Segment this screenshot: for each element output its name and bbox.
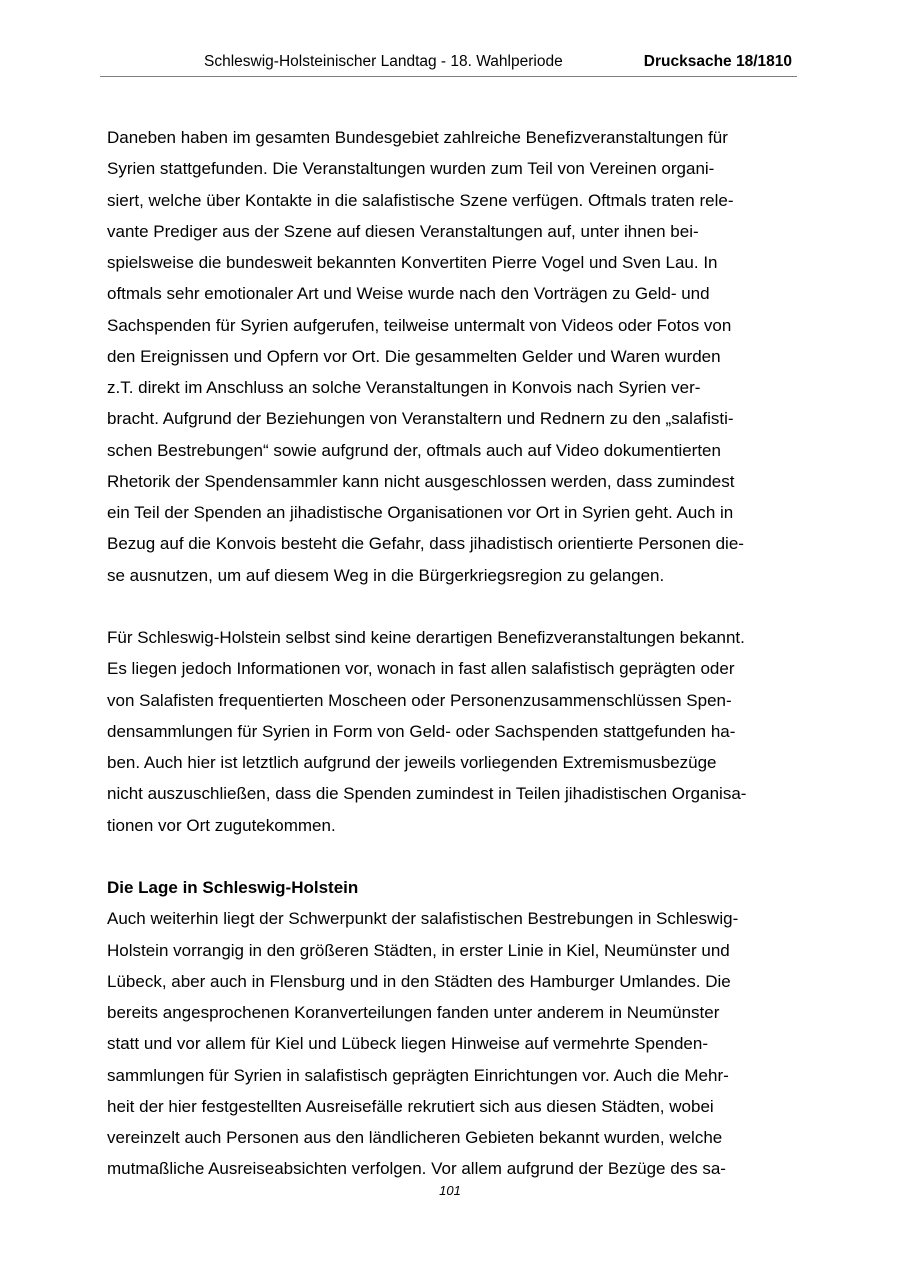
- text-line: Holstein vorrangig in den größeren Städten, in erster Linie in Kiel, Neumünster und: [107, 940, 730, 960]
- text-line: Bezug auf die Konvois besteht die Gefahr, dass jihadistisch orientierte Personen die-: [107, 534, 744, 554]
- text-line: bereits angesprochenen Koranverteilungen fanden unter anderem in Neumünster: [107, 1003, 720, 1022]
- text-line: se ausnutzen, um auf diesem Weg in die Bürgerkriegsregion zu gelangen.: [107, 565, 665, 585]
- text-line: bracht. Aufgrund der Beziehungen von Veranstaltern und Rednern zu den „salafisti-: [107, 409, 734, 429]
- text-line: ein Teil der Spenden an jihadistische Organisationen vor Ort in Syrien geht. Auch in: [107, 503, 734, 522]
- text-line: Auch weiterhin liegt der Schwerpunkt der salafistischen Bestrebungen in Schleswig-: [107, 909, 739, 929]
- text-line: den Ereignissen und Opfern vor Ort. Die gesammelten Gelder und Waren wurden: [107, 346, 721, 366]
- text-line: von Salafisten frequentierten Moscheen oder Personenzusammenschlüssen Spen-: [107, 690, 732, 710]
- page-number: 101: [439, 1183, 461, 1198]
- text-line: oftmals sehr emotionaler Art und Weise wurde nach den Vorträgen zu Geld- und: [107, 284, 710, 304]
- paragraph-2: [107, 622, 793, 841]
- text-line: vereinzelt auch Personen aus den ländlicheren Gebieten bekannt wurden, welche: [107, 1128, 723, 1147]
- text-line: Lübeck, aber auch in Flensburg und in den Städten des Hamburger Umlandes. Die: [107, 971, 731, 991]
- text-line: vante Prediger aus der Szene auf diesen Veranstaltungen auf, unter ihnen bei-: [107, 221, 699, 241]
- text-line: Syrien stattgefunden. Die Veranstaltungen wurden zum Teil von Vereinen organi-: [107, 159, 715, 179]
- section-heading: Die Lage in Schleswig-Holstein: [107, 878, 359, 897]
- text-line: heit der hier festgestellten Ausreisefälle rekrutiert sich aus diesen Städten, wobei: [107, 1096, 714, 1116]
- text-line: Sachspenden für Syrien aufgerufen, teilweise untermalt von Videos oder Fotos von: [107, 315, 732, 335]
- text-line: nicht auszuschließen, dass die Spenden zumindest in Teilen jihadistischen Organisa-: [107, 784, 747, 804]
- text-line: tionen vor Ort zugutekommen.: [107, 815, 336, 835]
- text-line: mutmaßliche Ausreiseabsichten verfolgen. Vor allem aufgrund der Bezüge des sa-: [107, 1159, 726, 1179]
- text-line: Für Schleswig-Holstein selbst sind keine derartigen Benefizveranstaltungen bekannt.: [107, 628, 745, 647]
- text-line: sammlungen für Syrien in salafistisch geprägten Einrichtungen vor. Auch die Mehr-: [107, 1065, 729, 1085]
- text-line: statt und vor allem für Kiel und Lübeck liegen Hinweise auf vermehrte Spenden-: [107, 1034, 709, 1054]
- text-line: z.T. direkt im Anschluss an solche Veranstaltungen in Konvois nach Syrien ver-: [107, 378, 701, 397]
- text-line: Es liegen jedoch Informationen vor, wonach in fast allen salafistisch geprägten oder: [107, 659, 735, 679]
- text-line: Rhetorik der Spendensammler kann nicht ausgeschlossen werden, dass zumindest: [107, 471, 735, 491]
- text-line: spielsweise die bundesweit bekannten Konvertiten Pierre Vogel und Sven Lau. In: [107, 253, 718, 272]
- text-line: densammlungen für Syrien in Form von Geld- oder Sachspenden stattgefunden ha-: [107, 721, 736, 741]
- header-title: Schleswig-Holsteinischer Landtag - 18. Wahlperiode: [204, 53, 563, 70]
- text-line: ben. Auch hier ist letztlich aufgrund der jeweils vorliegenden Extremismusbezüge: [107, 753, 717, 772]
- text-line: schen Bestrebungen“ sowie aufgrund der, oftmals auch auf Video dokumentierten: [107, 440, 721, 460]
- page-header: [100, 50, 797, 77]
- paragraph-1: [107, 122, 793, 591]
- document-number: Drucksache 18/1810: [643, 53, 792, 70]
- paragraph-gap: [107, 841, 793, 872]
- document-body: [107, 122, 793, 1185]
- paragraph-3: [107, 903, 793, 1184]
- text-line: siert, welche über Kontakte in die salafistische Szene verfügen. Oftmals traten rele-: [107, 190, 734, 210]
- text-line: Daneben haben im gesamten Bundesgebiet zahlreiche Benefizveranstaltungen für: [107, 128, 728, 147]
- paragraph-gap: [107, 591, 793, 622]
